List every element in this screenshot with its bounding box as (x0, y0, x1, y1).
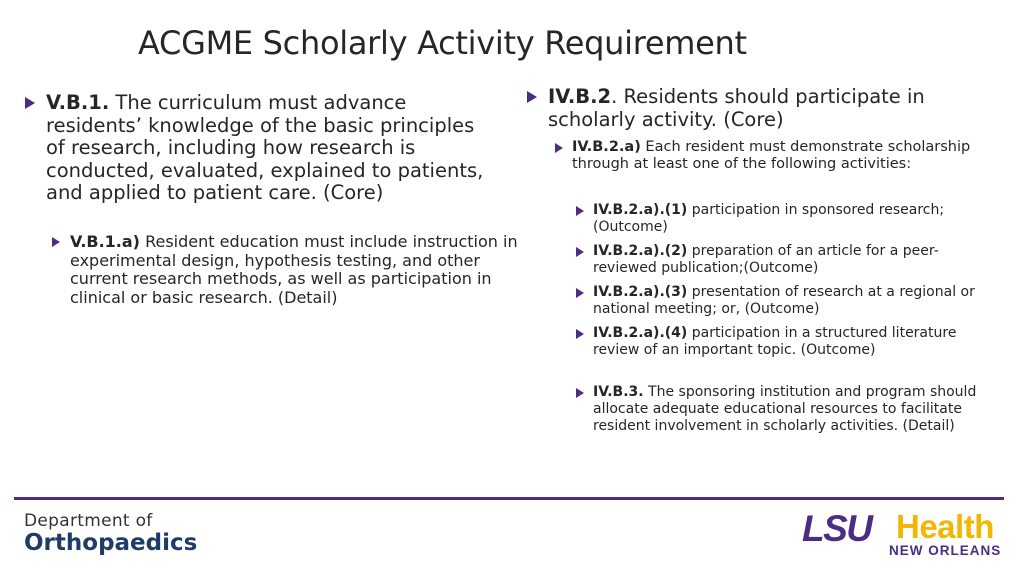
bullet-text: Resident education must include instruction in experimental design, hypothesis testing, and other current research methods, as well as participation in clinical or basic research. (Detail) (70, 232, 518, 307)
list-item (576, 325, 996, 359)
bullet-vb1 (25, 92, 495, 205)
list-item (576, 384, 996, 434)
triangle-bullet-icon (576, 329, 584, 339)
bullet-label: V.B.1.a) (70, 232, 140, 251)
triangle-bullet-icon (576, 388, 584, 398)
bullet-label: IV.B.2.a).(4) (593, 325, 688, 341)
list-item (576, 284, 996, 318)
bullet-label: IV.B.2.a).(1) (593, 202, 688, 218)
bullet-label: IV.B.2.a).(3) (593, 284, 688, 300)
bullet-text: preparation of an article for a peer-reviewed publication;(Outcome) (593, 243, 939, 276)
bullet-text: . Residents should participate in scholarly activity. (Core) (548, 85, 925, 131)
bullet-vb1a (52, 233, 522, 307)
bullet-text: presentation of research at a regional or national meeting; or, (Outcome) (593, 284, 975, 317)
triangle-bullet-icon (555, 143, 563, 153)
triangle-bullet-icon (576, 206, 584, 216)
bullet-label: V.B.1. (46, 91, 110, 114)
bullet-text: The sponsoring institution and program should allocate adequate educational resources to facilitate resident involvement in scholarly activities. (Detail) (593, 384, 977, 434)
bullet-ivb2a (555, 139, 995, 172)
logo-lsu: LSU (802, 508, 872, 549)
footer-divider (14, 497, 1004, 500)
triangle-bullet-icon (527, 91, 537, 103)
list-item (576, 202, 996, 236)
list-item (576, 243, 996, 277)
triangle-bullet-icon (576, 288, 584, 298)
lsu-health-logo (802, 508, 1002, 560)
bullet-label: IV.B.2.a) (572, 139, 641, 155)
bullet-label: IV.B.3. (593, 384, 644, 400)
triangle-bullet-icon (576, 247, 584, 257)
bullet-ivb2 (527, 86, 992, 131)
bullet-label: IV.B.2.a).(2) (593, 243, 688, 259)
bullet-label: IV.B.2 (548, 85, 612, 108)
bullet-text: participation in sponsored research; (Outcome) (593, 202, 945, 235)
department-logo (24, 511, 197, 556)
bullet-text: The curriculum must advance residents’ knowledge of the basic principles of research, including how research is conducted, evaluated, explained to patients, and applied to patient care. (Core) (46, 91, 484, 204)
department-line2: Orthopaedics (24, 530, 198, 556)
triangle-bullet-icon (52, 237, 60, 247)
triangle-bullet-icon (25, 97, 35, 109)
bullet-text: Each resident must demonstrate scholarship through at least one of the following activities: (572, 139, 971, 172)
department-line1: Department of (24, 511, 153, 531)
logo-health: Health (896, 508, 994, 545)
logo-city: NEW ORLEANS (889, 543, 1002, 558)
slide-title: ACGME Scholarly Activity Requirement (138, 24, 747, 62)
bullet-text: participation in a structured literature review of an important topic. (Outcome) (593, 325, 957, 358)
